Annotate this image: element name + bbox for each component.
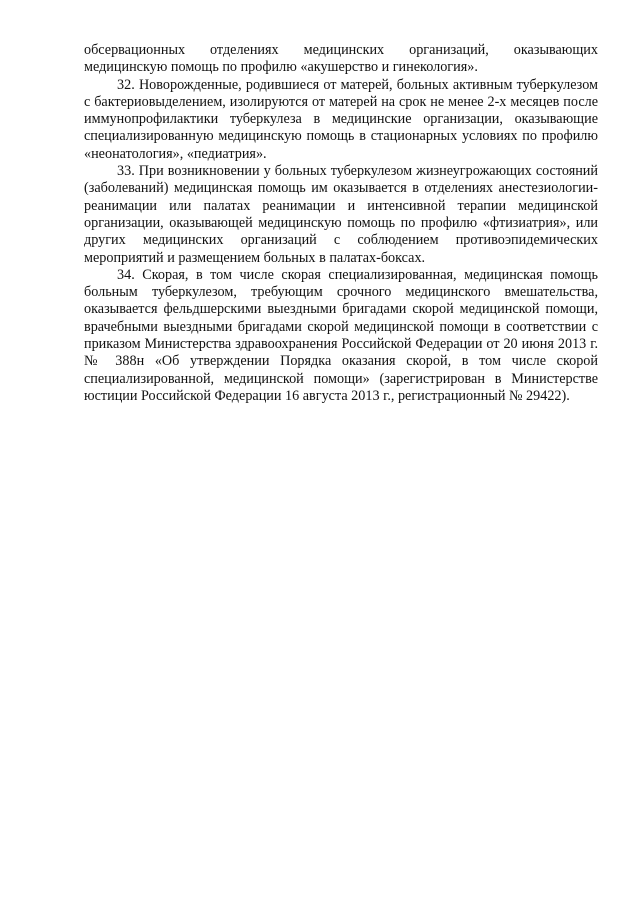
paragraph-32: 32. Новорожденные, родившиеся от матерей, больных активным туберкулезом с бактериовыделением, изолируются от матерей на срок не менее 2-х месяцев после иммунопрофилактики туберкулеза в медицинские организации, оказывающие специализированную медицинскую помощь в стационарных условиях по профилю «неонатология», «педиатрия».	[84, 76, 598, 162]
document-body	[84, 42, 598, 405]
paragraph-33: 33. При возникновении у больных туберкулезом жизнеугрожающих состояний (заболеваний) медицинская помощь им оказывается в отделениях анестезиологии-реанимации или палатах реанимации и интенсивной терапии медицинской организации, оказывающей медицинскую помощь по профилю «фтизиатрия», или других медицинских организаций с соблюдением противоэпидемических мероприятий и размещением больных в палатах-боксах.	[84, 163, 598, 266]
paragraph-continuation: обсервационных отделениях медицинских организаций, оказывающих медицинскую помощь по профилю «акушерство и гинекология».	[84, 42, 598, 76]
paragraph-34: 34. Скорая, в том числе скорая специализированная, медицинская помощь больным туберкулезом, требующим срочного медицинского вмешательства, оказывается фельдшерскими выездными бригадами скорой медицинской помощи, врачебными выездными бригадами скорой медицинской помощи в соответствии с приказом Министерства здравоохранения Российской Федерации от 20 июня 2013 г. № 388н «Об утверждении Порядка оказания скорой, в том числе скорой специализированной, медицинской помощи» (зарегистрирован в Министерстве юстиции Российской Федерации 16 августа 2013 г., регистрационный № 29422).	[84, 266, 598, 404]
